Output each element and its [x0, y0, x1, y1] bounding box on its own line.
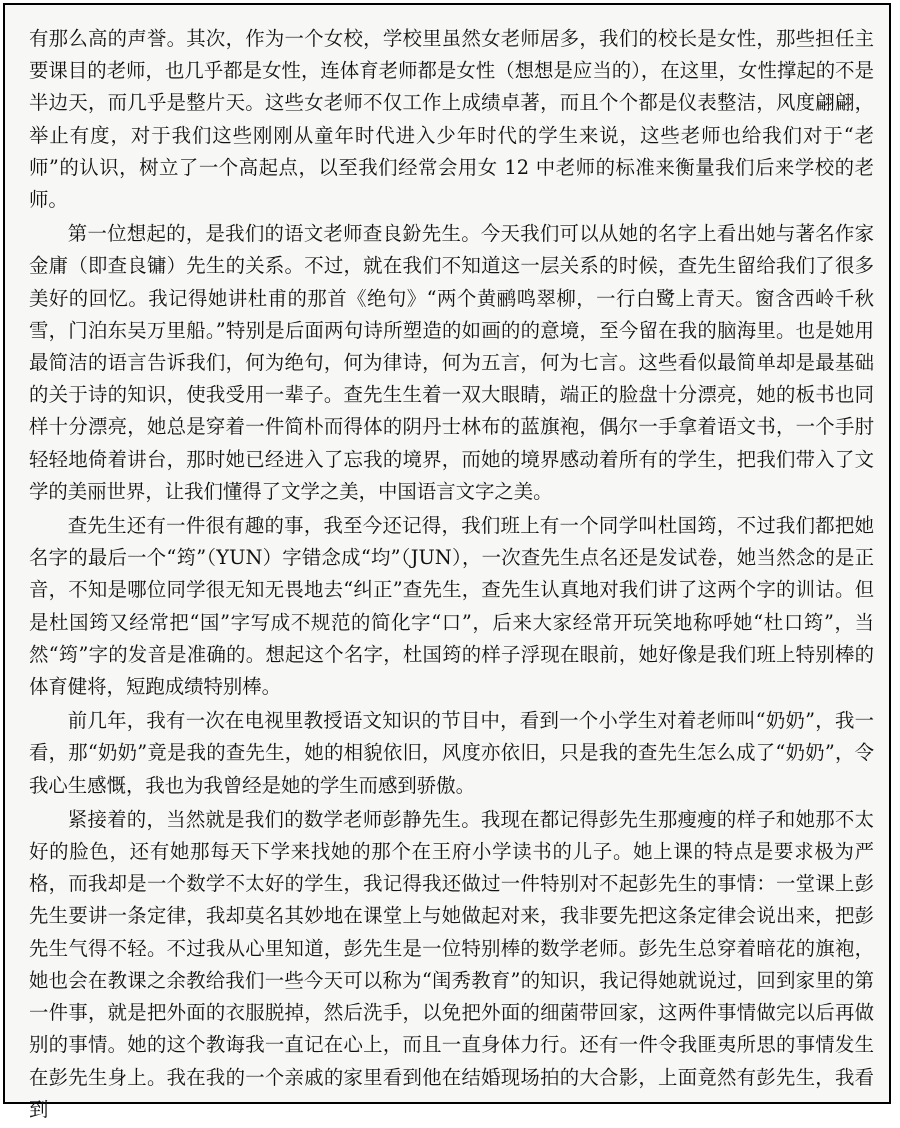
paragraph-4: 前几年，我有一次在电视里教授语文知识的节目中，看到一个小学生对着老师叫“奶奶”，我一看，那“奶奶”竟是我的查先生，她的相貌依旧，风度亦依旧，只是我的查先生怎么成了“奶奶”，令我心生感慨，我也为我曾经是她的学生而感到骄傲。 [29, 709, 874, 797]
paragraph-1: 有那么高的声誉。其次，作为一个女校，学校里虽然女老师居多，我们的校长是女性，那些担任主要课目的老师，也几乎都是女性，连体育老师都是女性（想想是应当的），在这里，女性撑起的不是半边天，而几乎是整片天。这些女老师不仅工作上成绩卓著，而且个个都是仪表整洁，风度翩翩，举止有度，对于我们这些刚刚从童年时代进入少年时代的学生来说，这些老师也给我们对于“老师”的认识，树立了一个高起点，以至我们经常会用女 12 中老师的标准来衡量我们后来学校的老师。 [29, 27, 874, 212]
body-text [29, 23, 874, 1128]
paragraph-2: 第一位想起的，是我们的语文老师查良鈖先生。今天我们可以从她的名字上看出她与著名作家金庸（即查良镛）先生的关系。不过，就在我们不知道这一层关系的时候，查先生留给我们了很多美好的回忆。我记得她讲杜甫的那首《绝句》“两个黄鹂鸣翠柳，一行白鹭上青天。窗含西岭千秋雪，门泊东吴万里船。”特别是后面两句诗所塑造的如画的的意境，至今留在我的脑海里。也是她用最简洁的语言告诉我们，何为绝句，何为律诗，何为五言，何为七言。这些看似最简单却是最基础的关于诗的知识，使我受用一辈子。查先生生着一双大眼睛，端正的脸盘十分漂亮，她的板书也同样十分漂亮，她总是穿着一件简朴而得体的阴丹士林布的蓝旗袍，偶尔一手拿着语文书，一个手肘轻轻地倚着讲台，那时她已经进入了忘我的境界，而她的境界感动着所有的学生，把我们带入了文学的美丽世界，让我们懂得了文学之美，中国语言文字之美。 [29, 222, 874, 503]
paragraph-5: 紧接着的，当然就是我们的数学老师彭静先生。我现在都记得彭先生那瘦瘦的样子和她那不太好的脸色，还有她那每天下学来找她的那个在王府小学读书的儿子。她上课的特点是要求极为严格，而我却是一个数学不太好的学生，我记得我还做过一件特别对不起彭先生的事情：一堂课上彭先生要讲一条定律，我却莫名其妙地在课堂上与她做起对来，我非要先把这条定律会说出来，把彭先生气得不轻。不过我从心里知道，彭先生是一位特别棒的数学老师。彭先生总穿着暗花的旗袍，她也会在教课之余教给我们一些今天可以称为“闺秀教育”的知识，我记得她就说过，回到家里的第一件事，就是把外面的衣服脱掉，然后洗手，以免把外面的细菌带回家，这两件事情做完以后再做别的事情。她的这个教诲我一直记在心上，而且一直身体力行。还有一件令我匪夷所思的事情发生在彭先生身上。我在我的一个亲戚的家里看到他在结婚现场拍的大合影，上面竟然有彭先生，我看到 [29, 807, 874, 1121]
paragraph-3: 查先生还有一件很有趣的事，我至今还记得，我们班上有一个同学叫杜国筠，不过我们都把她名字的最后一个“筠”（YUN）字错念成“均”（JUN），一次查先生点名还是发试卷，她当然念的是正音，不知是哪位同学很无知无畏地去“纠正”查先生，查先生认真地对我们讲了这两个字的训诂。但是杜国筠又经常把“国”字写成不规范的简化字“口”，后来大家经常开玩笑地称呼她“杜口筠”，当然“筠”字的发音是准确的。想起这个名字，杜国筠的样子浮现在眼前，她好像是我们班上特别棒的体育健将，短跑成绩特别棒。 [29, 514, 874, 699]
scanned-page [3, 3, 891, 1121]
